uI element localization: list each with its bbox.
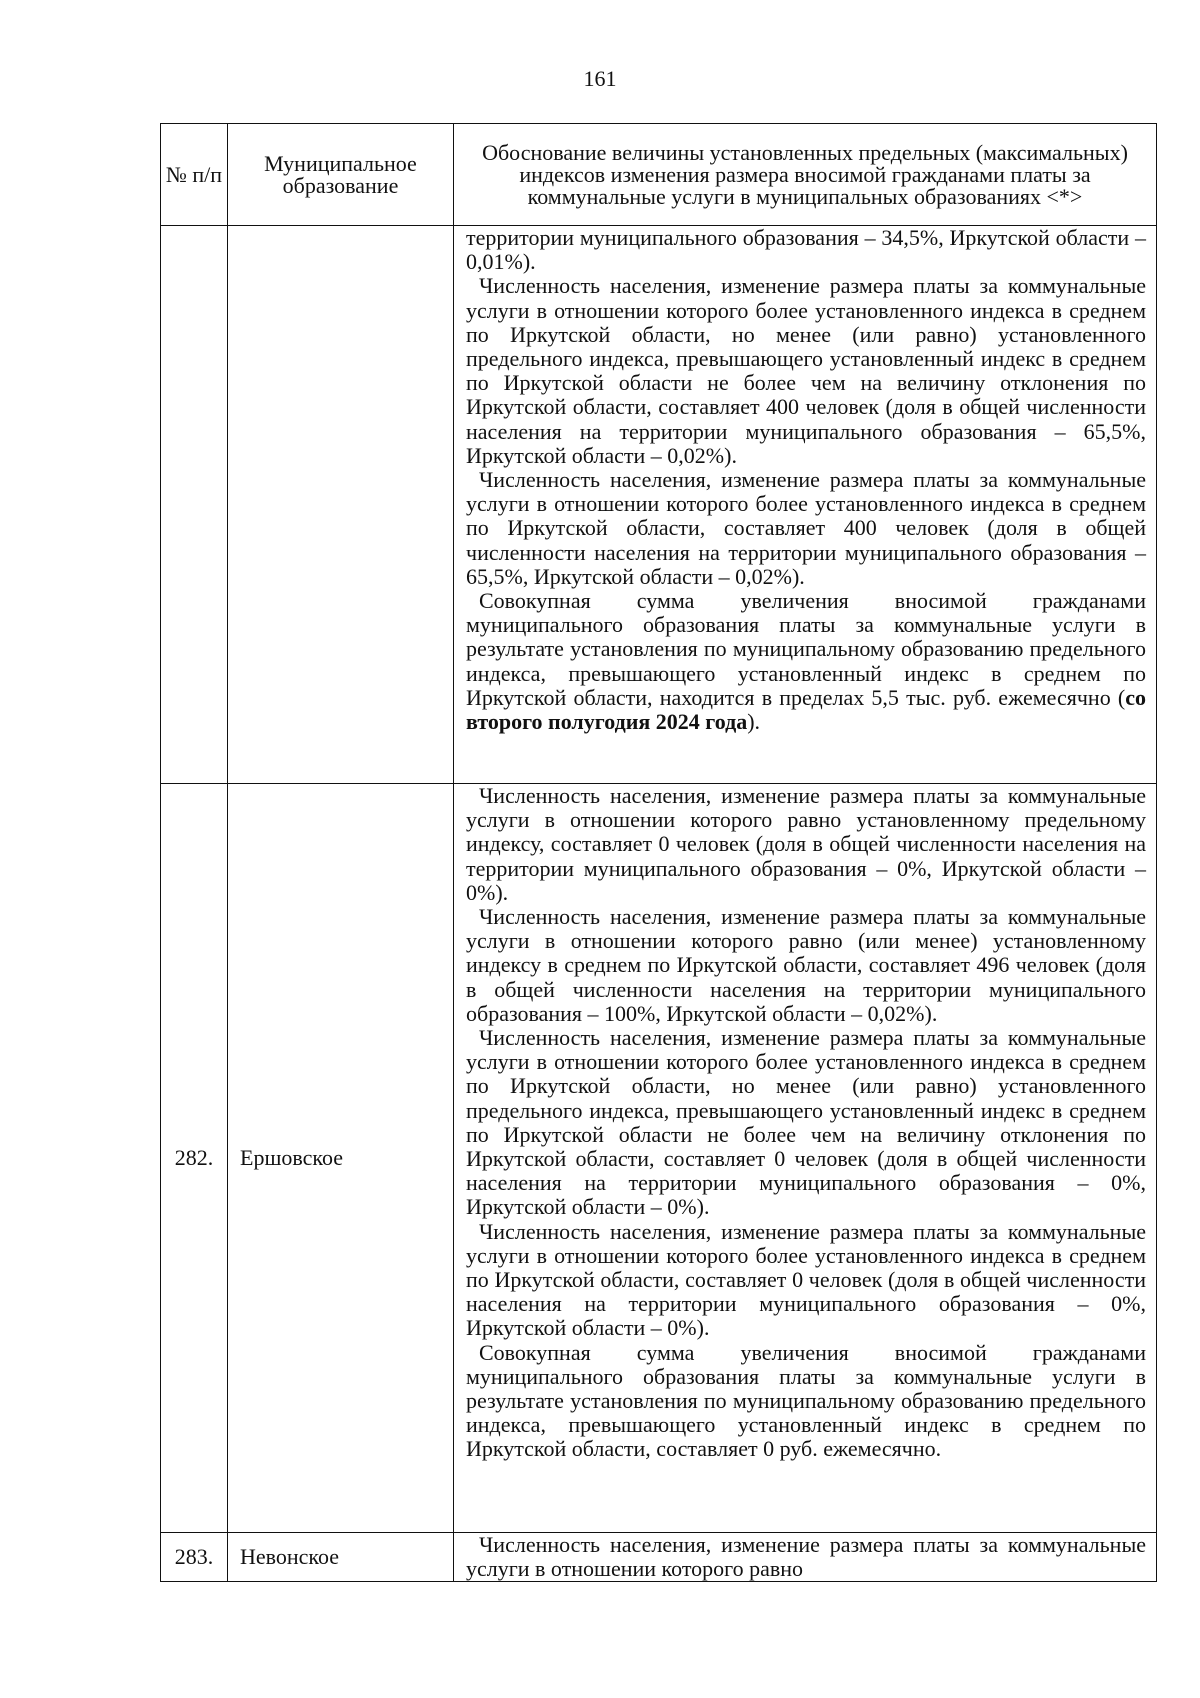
row-justification	[454, 1533, 1157, 1582]
table-row	[161, 226, 1157, 784]
row-municipality	[228, 226, 454, 784]
header-justification: Обоснование величины установленных предельных (максимальных) индексов изменения размера вносимой гражданами платы за коммунальные услуги в муниципальных образованиях <*>	[454, 124, 1157, 226]
row-municipality: Невонское	[228, 1533, 454, 1582]
paragraph-text: Совокупная сумма увеличения вносимой гражданами муниципального образования платы за коммунальные услуги в результате установления по муниципальному образованию предельного индекса, превышающего установленный индекс в среднем по Иркутской области, находится в пределах 5,5 тыс. руб. ежемесячно (	[466, 588, 1146, 710]
header-number: № п/п	[161, 124, 228, 226]
page-number: 161	[583, 66, 617, 91]
justification-paragraph: Численность населения, изменение размера платы за коммунальные услуги в отношении которого равно (или менее) установленному индексу в среднем по Иркутской области, составляет 496 человек (доля в общей численности населения на территории муниципального образования – 100%, Иркутской области – 0,02%).	[466, 904, 1146, 1026]
row-number: 282.	[161, 784, 228, 1533]
paragraph-tail: ).	[747, 709, 761, 735]
row-justification	[454, 226, 1157, 784]
indices-table	[160, 123, 1157, 1582]
justification-paragraph	[466, 589, 1146, 734]
header-municipality: Муниципальное образование	[228, 124, 454, 226]
row-number: 283.	[161, 1533, 228, 1582]
justification-paragraph: Численность населения, изменение размера платы за коммунальные услуги в отношении которого равно	[466, 1532, 1146, 1582]
justification-paragraph: Численность населения, изменение размера платы за коммунальные услуги в отношении которого более установленного индекса в среднем по Иркутской области, но менее (или равно) установленного предельного индекса, превышающего установленный индекс в среднем по Иркутской области не более чем на величину отклонения по Иркутской области, составляет 400 человек (доля в общей численности населения на территории муниципального образования – 65,5%, Иркутской области – 0,02%).	[466, 273, 1146, 468]
justification-paragraph: Численность населения, изменение размера платы за коммунальные услуги в отношении которого более установленного индекса в среднем по Иркутской области, составляет 0 человек (доля в общей численности населения на территории муниципального образования – 0%, Иркутской области – 0%).	[466, 1218, 1146, 1341]
table-header-row	[161, 124, 1157, 226]
justification-paragraph: Численность населения, изменение размера платы за коммунальные услуги в отношении которого более установленного индекса в среднем по Иркутской области, составляет 400 человек (доля в общей численности населения на территории муниципального образования – 65,5%, Иркутской области – 0,02%).	[466, 467, 1146, 589]
bold-period: со второго полугодия 2024 года	[466, 684, 1146, 735]
row-municipality: Ершовское	[228, 784, 454, 1533]
row-justification	[454, 784, 1157, 1533]
table-row	[161, 1533, 1157, 1582]
justification-paragraph: Совокупная сумма увеличения вносимой гражданами муниципального образования платы за коммунальные услуги в результате установления по муниципальному образованию предельного индекса, превышающего установленный индекс в среднем по Иркутской области, составляет 0 руб. ежемесячно.	[466, 1339, 1146, 1462]
justification-paragraph: Численность населения, изменение размера платы за коммунальные услуги в отношении которого равно установленному предельному индексу, составляет 0 человек (доля в общей численности населения на территории муниципального образования – 0%, Иркутской области – 0%).	[466, 783, 1146, 905]
justification-paragraph: территории муниципального образования – 34,5%, Иркутской области – 0,01%).	[466, 225, 1146, 275]
justification-paragraph: Численность населения, изменение размера платы за коммунальные услуги в отношении которого более установленного индекса в среднем по Иркутской области, но менее (или равно) установленного предельного индекса, превышающего установленный индекс в среднем по Иркутской области не более чем на величину отклонения по Иркутской области, составляет 0 человек (доля в общей численности населения на территории муниципального образования – 0%, Иркутской области – 0%).	[466, 1025, 1146, 1220]
row-number	[161, 226, 228, 784]
table-row	[161, 784, 1157, 1533]
